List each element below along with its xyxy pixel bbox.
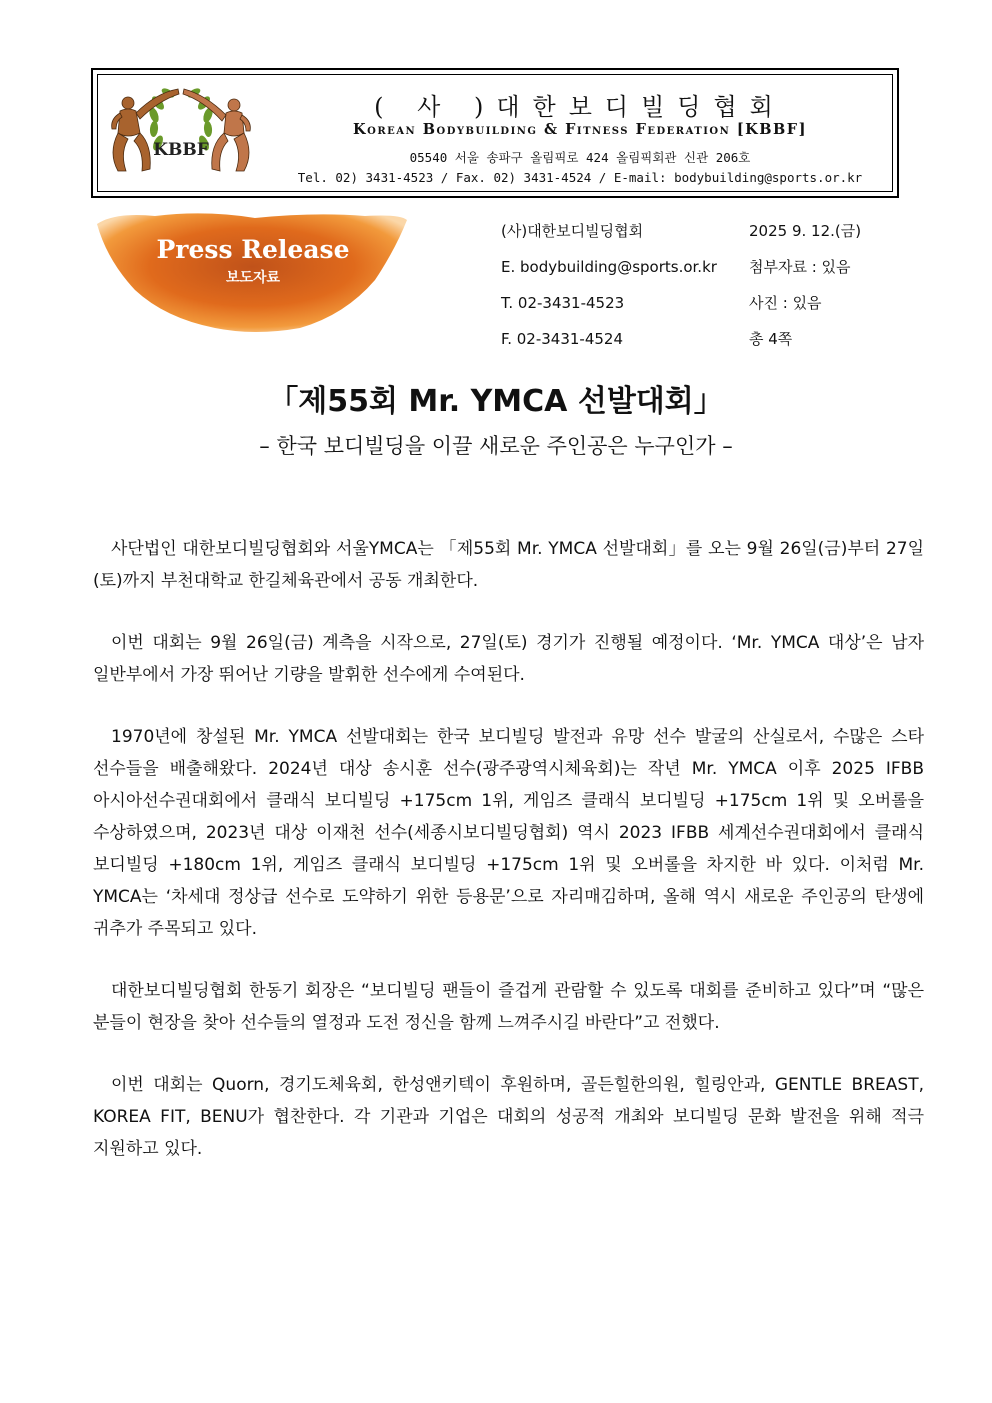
meta-info-column <box>749 220 861 364</box>
letterhead-inner-border <box>97 74 893 192</box>
meta-contact-column <box>501 220 717 364</box>
paragraph: 이번 대회는 9월 26일(금) 계측을 시작으로, 27일(토) 경기가 진행될 예정이다. ‘Mr. YMCA 대상’은 남자 일반부에서 가장 뛰어난 기량을 발휘한 선수에게 수여된다. <box>93 633 924 685</box>
headline-title: 「제55회 Mr. YMCA 선발대회」 <box>268 384 724 419</box>
badge-subtitle: 보도자료 <box>225 270 281 286</box>
meta-fax: F. 02-3431-4524 <box>501 330 624 348</box>
meta-pages: 총 4쪽 <box>749 330 793 348</box>
article-body <box>93 533 924 1195</box>
meta-photo: 사진 : 있음 <box>749 294 822 312</box>
meta-date: 2025 9. 12.(금) <box>749 222 862 240</box>
press-release-badge <box>95 210 410 335</box>
badge-title: Press Release <box>156 235 350 264</box>
paragraph: 1970년에 창설된 Mr. YMCA 선발대회는 한국 보디빌딩 발전과 유망 선수 발굴의 산실로서, 수많은 스타 선수들을 배출해왔다. 2024년 대상 송시훈 선수(광주광역시체육회)는 작년 Mr. YMCA 이후 2025 IFBB 아시아선수권대회에서 클래식 보디빌딩 +175cm 1위, 게임즈 클래식 보디빌딩 +175cm 1위 및 오버롤을 수상하였으며, 2023년 대상 이재천 선수(세종시보디빌딩협회) 역시 2023 IFBB 세계선수권대회에서 클래식 보디빌딩 +180cm 1위, 게임즈 클래식 보디빌딩 +175cm 1위 및 오버롤을 차지한 바 있다. 이처럼 Mr. YMCA는 ‘차세대 정상급 선수로 도약하기 위한 등용문’으로 자리매김하며, 올해 역시 새로운 주인공의 탄생에 귀추가 주목되고 있다. <box>93 727 924 939</box>
paragraph: 사단법인 대한보디빌딩협회와 서울YMCA는 「제55회 Mr. YMCA 선발대회」를 오는 9월 26일(금)부터 27일(토)까지 부천대학교 한길체육관에서 공동 개최한다. <box>93 539 924 591</box>
headline-subtitle: – 한국 보디빌딩을 이끌 새로운 주인공은 누구인가 – <box>259 434 733 458</box>
meta-tel: T. 02-3431-4523 <box>501 294 625 312</box>
letterhead <box>91 68 899 198</box>
logo-text: KBBF <box>153 140 209 160</box>
org-contact: Tel. 02) 3431-4523 / Fax. 02) 3431-4524 / E-mail: bodybuilding@sports.or.kr <box>297 170 863 185</box>
kbbf-logo <box>106 83 256 183</box>
meta-attachment: 첨부자료 : 있음 <box>749 258 851 276</box>
paragraph: 이번 대회는 Quorn, 경기도체육회, 한성앤키텍이 후원하며, 골든힐한의원, 힐링안과, GENTLE BREAST, KOREA FIT, BENU가 협찬한다. 각 기관과 기업은 대회의 성공적 개최와 보디빌딩 문화 발전을 위해 적극 지원하고 있다. <box>93 1075 924 1159</box>
meta-org: (사)대한보디빌딩협회 <box>501 222 644 240</box>
paragraph: 대한보디빌딩협회 한동기 회장은 “보디빌딩 팬들이 즐겁게 관람할 수 있도록 대회를 준비하고 있다”며 “많은 분들이 현장을 찾아 선수들의 열정과 도전 정신을 함께 느껴주시길 바란다”고 전했다. <box>93 981 924 1033</box>
meta-email: E. bodybuilding@sports.or.kr <box>501 258 717 276</box>
org-name-english: Korean Bodybuilding & Fitness Federation [KBBF] <box>353 121 807 138</box>
org-address: 05540 서울 송파구 올림픽로 424 올림픽회관 신관 206호 <box>409 150 751 165</box>
org-name-korean: ( 사 )대한보디빌딩협회 <box>374 93 786 121</box>
